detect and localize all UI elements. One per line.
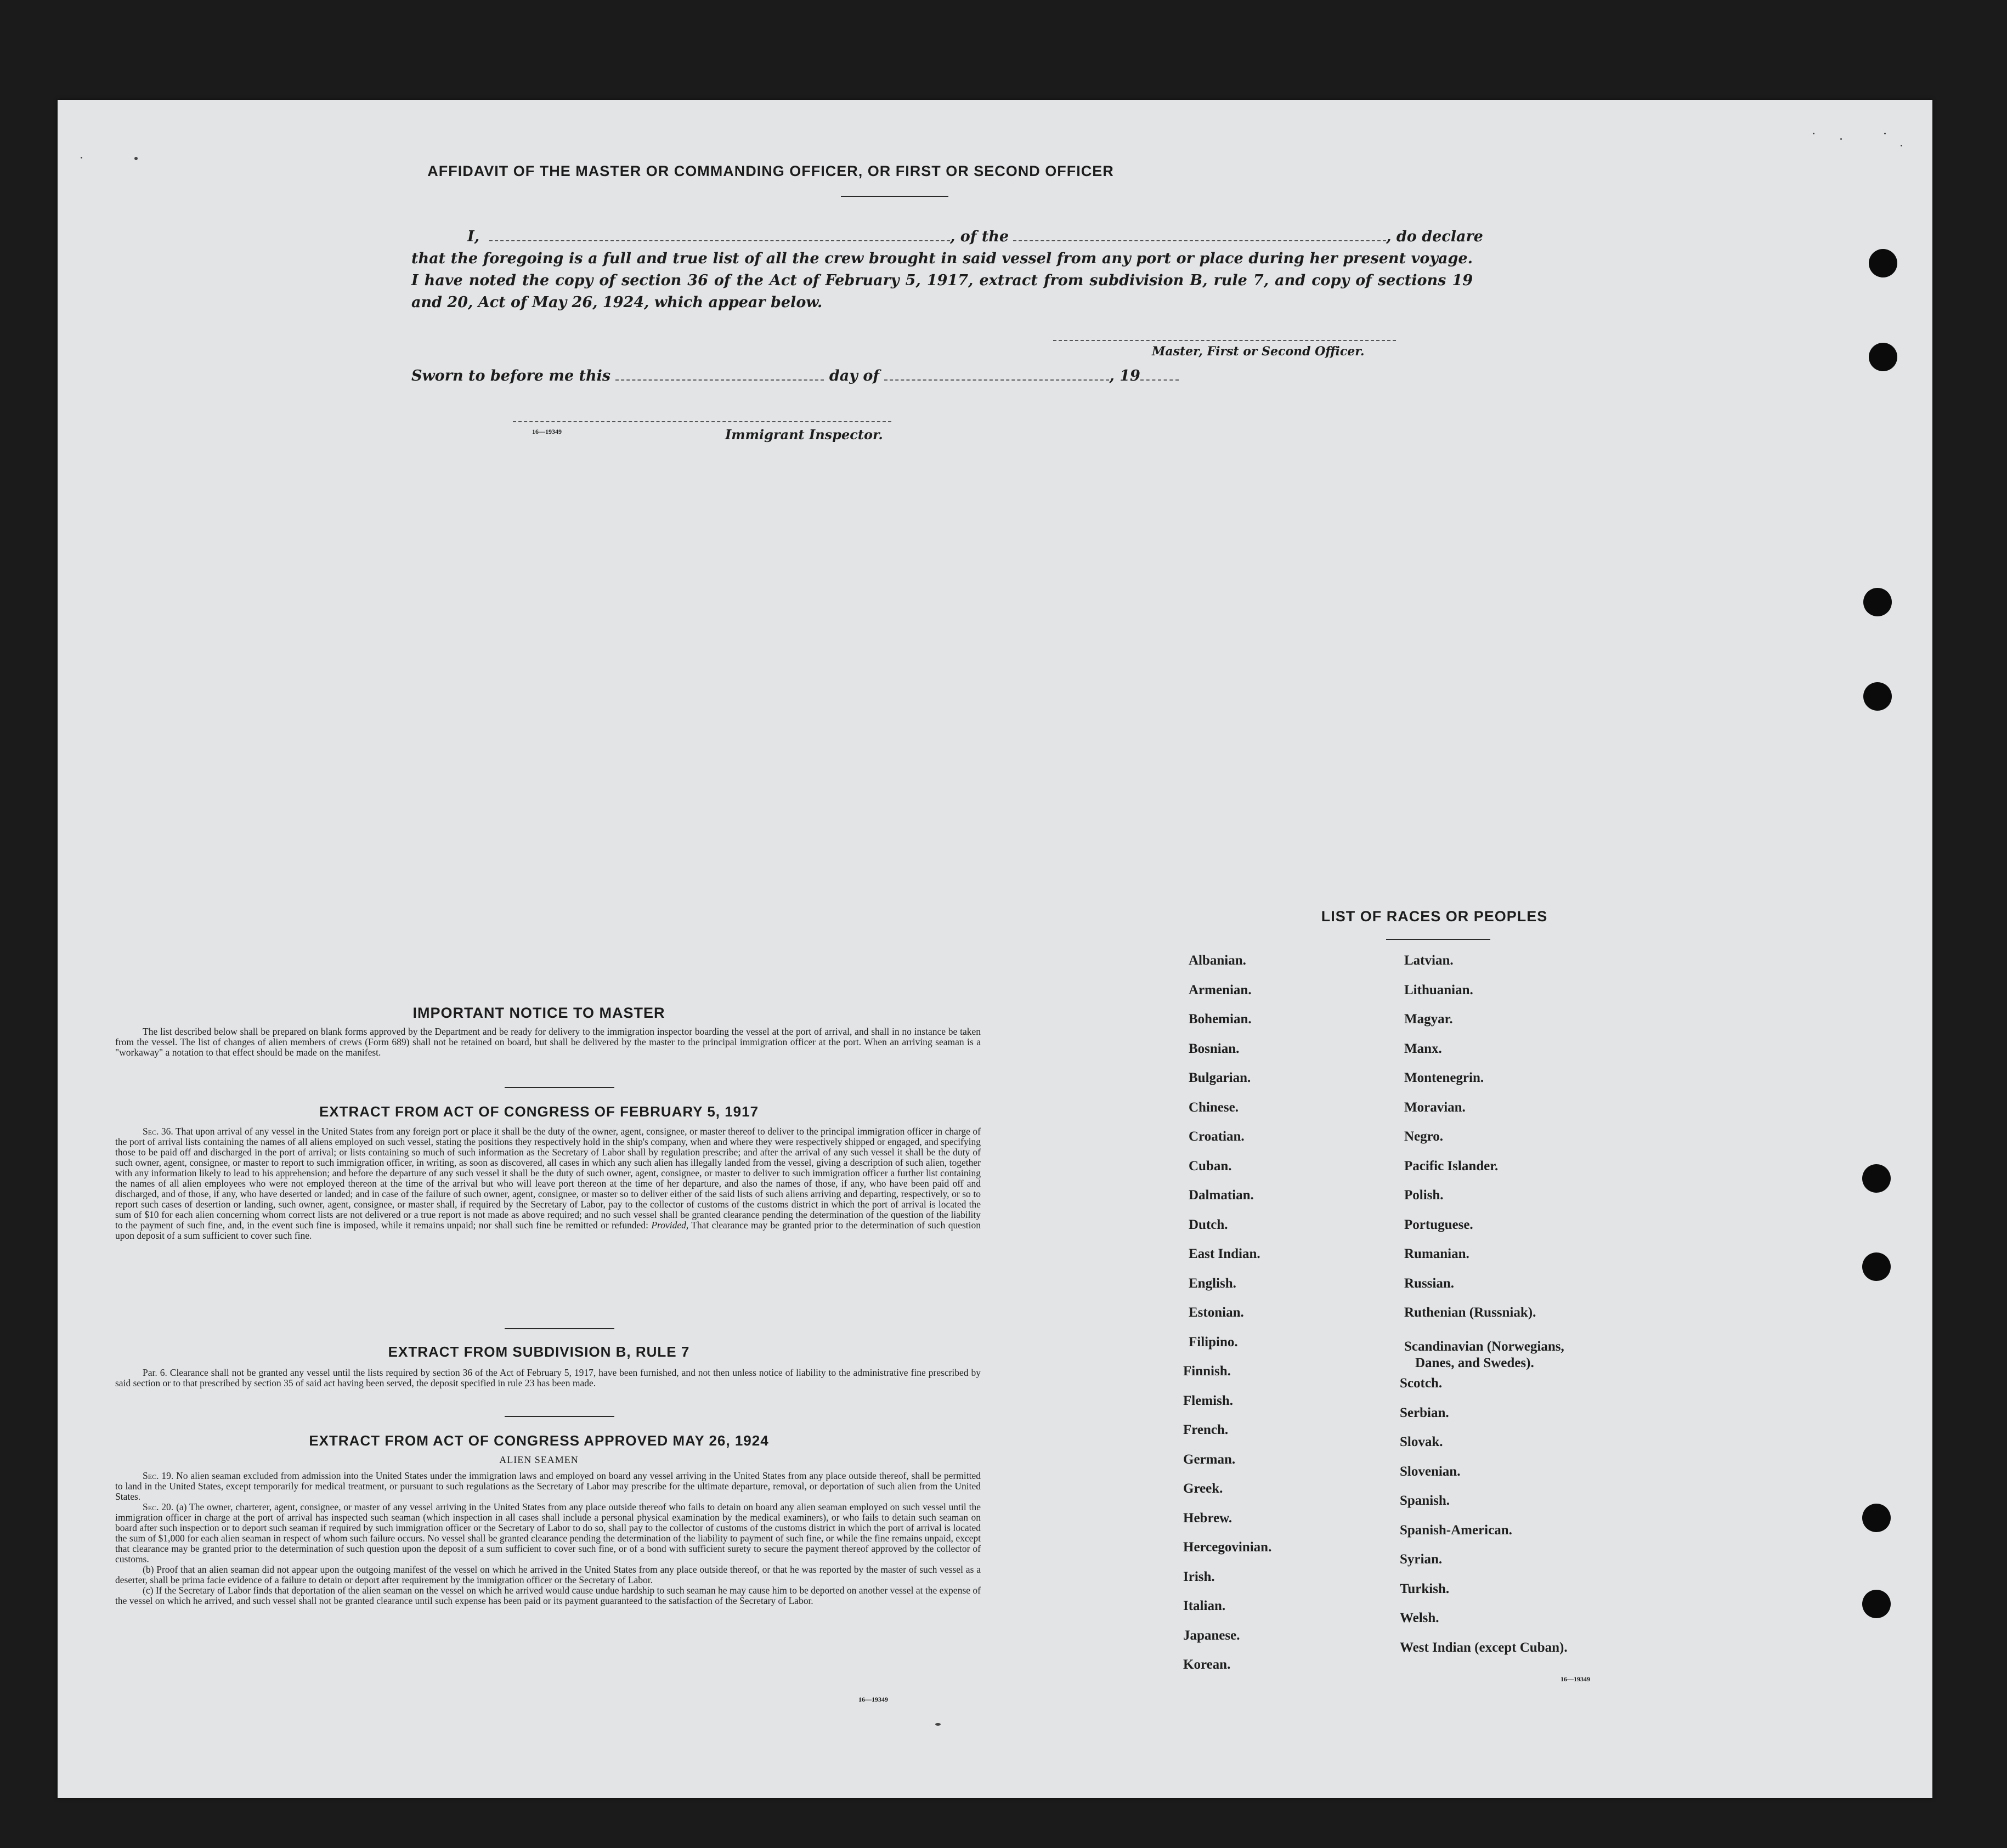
race-item: Chinese. <box>1189 1099 1239 1115</box>
race-item: Hercegovinian. <box>1183 1540 1272 1555</box>
affidavit-i-label: I, <box>467 228 480 245</box>
punch-hole <box>1862 1504 1891 1532</box>
form-number: 16—19349 <box>858 1696 888 1703</box>
form-number: 16—19349 <box>1561 1675 1590 1683</box>
act1917-title: EXTRACT FROM ACT OF CONGRESS OF FEBRUARY 5, 1917 <box>319 1103 759 1120</box>
speck <box>1840 138 1842 140</box>
rule7-body: Par. 6. Clearance shall not be granted any vessel until the lists required by section 36 of the Act of February 5, 1917, have been furnished, and not then unless notice of liability to the administrative fine prescribed by said section or to that prescribed by section 35 of said act having been served, the deposit specified in rule 23 has been made. <box>115 1367 981 1388</box>
race-item: Hebrew. <box>1183 1510 1233 1526</box>
race-item: Bulgarian. <box>1189 1070 1251 1085</box>
race-item: Rumanian. <box>1404 1246 1469 1261</box>
race-item: Flemish. <box>1183 1393 1233 1408</box>
sworn-line <box>411 367 1179 384</box>
day-of-label: day of <box>829 367 879 384</box>
sworn-label: Sworn to before me this <box>411 367 611 384</box>
act1924-title: EXTRACT FROM ACT OF CONGRESS APPROVED MAY 26, 1924 <box>309 1432 769 1449</box>
race-item: Korean. <box>1183 1657 1231 1672</box>
speck <box>134 157 138 160</box>
race-item: Moravian. <box>1404 1099 1466 1115</box>
affidavit-declare-label: , do declare <box>1386 228 1483 245</box>
divider <box>505 1328 614 1329</box>
sec19-body: No alien seaman excluded from admission into the United States under the immigration laws and employed on board any vessel arriving in the United States from any place outside thereof, shall be permitted to land in the United States, except temporarily for medical treatment, or pursuant to such regulations as the Secretary of Labor may prescribe for the ultimate departure, removal, or deportation of such alien from the United States. <box>115 1470 981 1502</box>
punch-hole <box>1863 588 1892 616</box>
sec20a-body: (a) The owner, charterer, agent, consignee, or master of any vessel arriving in the United States from any place outside thereof who fails to detain on board any alien seaman employed on such vessel until the immigration officer in charge at the port of arrival has inspected such seaman (which inspection in all cases shall include a personal physical examination by the medical examiners), or who fails to detain such seaman on board after such inspection or to deport such seaman if required by such immigration officer or the Secretary of Labor to do so, shall pay to the collector of customs of the customs district in which the port of arrival is located the sum of $1,000 for each alien seaman in respect of whom such failure occurs. No vessel shall be granted clearance pending the determination of the liability to payment of such fine, or while the fine remains unpaid, except that clearance may be granted prior to the determination of such question upon the deposit of a sum sufficient to cover such fine, or of a bond with sufficient surety to secure the payment thereof approved by the collector of customs. <box>115 1501 981 1564</box>
race-item: Syrian. <box>1400 1552 1443 1567</box>
affidavit-declaration <box>411 226 1483 314</box>
race-item: East Indian. <box>1189 1246 1260 1261</box>
race-item: French. <box>1183 1422 1229 1437</box>
punch-hole <box>1862 1590 1891 1618</box>
proviso-label: Provided, <box>651 1220 689 1231</box>
affidavit-body: that the foregoing is a full and true list of all the crew brought in said vessel from any port or place during her present voyage. I have noted the copy of section 36 of the Act of February 5, 1917, extract from subdivision B, rule 7, and copy of sections 19 and 20, Act of May 26, 1924, which appear below. <box>411 250 1473 311</box>
act1917-body: That upon arrival of any vessel in the United States from any foreign port or place it shall be the duty of the owner, agent, consignee, or master thereof to deliver to the principal immigration officer in charge of the port of arrival lists containing the names of all aliens employed on such vessel, stating the positions they respectively hold in the ship's company, when and where they were respectively shipped or engaged, and specifying those to be paid off and discharged in the port of arrival; or lists containing so much of such information as the Secretary of Labor shall by regulation prescribe; and after the arrival of any such vessel it shall be the duty of such owner, agent, consignee, or master to report to such immigration officer, in writing, as soon as discovered, all cases in which any such alien has illegally landed from the vessel, giving a description of such alien, together with any information likely to lead to his apprehension; and before the departure of any such vessel it shall be the duty of such owner, agent, consignee, or master to deliver to such immigration officer a further list containing the names of all alien employees who were not employed thereon at the time of the arrival but who will leave port thereon at the time of her departure, and also the names of those, if any, who have been paid off and discharged, and of those, if any, who have deserted or landed; and in case of the failure of such owner, agent, consignee, or master so to deliver either of the said lists of such aliens arriving and departing, respectively, or so to report such cases of desertion or landing, such owner, agent, consignee, or master shall, if required by the Secretary of Labor, pay to the collector of customs of the customs district in which the port of arrival is located the sum of $10 for each alien concerning whom correct lists are not delivered or a true report is not made as above required; and no such vessel shall be granted clearance pending the determination of the question of the liability to the payment of such fine, and, in the event such fine is imposed, while it remains unpaid; nor shall such fine be remitted or refunded: <box>115 1126 981 1231</box>
race-item: Polish. <box>1404 1188 1444 1203</box>
sec20b-body: (b) Proof that an alien seaman did not appear upon the outgoing manifest of the vessel on which he arrived in the United States from any place outside thereof, or that he was reported by the master of such vessel as a deserter, shall be prima facie evidence of a failure to detain or deport after requirement by the immigration officer or the Secretary of Labor. <box>115 1564 981 1585</box>
race-item: Russian. <box>1404 1276 1455 1291</box>
signature-label: Master, First or Second Officer. <box>1152 344 1365 359</box>
inspector-label: Immigrant Inspector. <box>725 427 883 443</box>
year-label: , 19 <box>1109 367 1140 384</box>
affidavit-of-the-label: , of the <box>950 228 1009 245</box>
race-item: Filipino. <box>1189 1334 1238 1350</box>
notice-title: IMPORTANT NOTICE TO MASTER <box>412 1005 665 1021</box>
divider <box>505 1416 614 1417</box>
race-item: Japanese. <box>1183 1628 1240 1643</box>
race-item: Negro. <box>1404 1129 1444 1144</box>
race-item: Montenegrin. <box>1404 1070 1484 1085</box>
race-item: Dalmatian. <box>1189 1188 1254 1203</box>
sec20c-body: (c) If the Secretary of Labor finds that deportation of the alien seaman on the vessel on which he arrived would cause undue hardship to such seaman he may cause him to be deported on another vessel at the expense of the vessel on which he arrived, and such vessel shall not be granted clearance until such expense has been paid or its payment guaranteed to the satisfaction of the Secretary of Labor. <box>115 1585 981 1606</box>
race-item: Lithuanian. <box>1404 982 1473 997</box>
race-item: West Indian (except Cuban). <box>1400 1640 1568 1655</box>
affidavit-title: AFFIDAVIT OF THE MASTER OR COMMANDING OFFICER, OR FIRST OR SECOND OFFICER <box>427 163 1114 179</box>
race-item: Spanish-American. <box>1400 1522 1512 1538</box>
races-title: LIST OF RACES OR PEOPLES <box>1321 908 1548 925</box>
signature-line[interactable] <box>1053 340 1396 341</box>
sworn-day-blank[interactable] <box>615 379 824 381</box>
race-item: Greek. <box>1183 1481 1223 1496</box>
divider <box>841 196 948 197</box>
punch-hole <box>1863 682 1892 711</box>
race-item: Irish. <box>1183 1569 1215 1584</box>
speck <box>81 157 82 158</box>
race-item: Estonian. <box>1189 1305 1244 1320</box>
punch-hole <box>1862 1252 1891 1281</box>
race-item: Croatian. <box>1189 1129 1245 1144</box>
race-item: Bohemian. <box>1189 1012 1252 1027</box>
race-item: Serbian. <box>1400 1405 1449 1420</box>
divider <box>1386 939 1490 940</box>
speck <box>935 1723 941 1726</box>
punch-hole <box>1862 1164 1891 1193</box>
race-item: Italian. <box>1183 1598 1226 1613</box>
race-item: Slovenian. <box>1400 1464 1461 1479</box>
race-item: Magyar. <box>1404 1012 1453 1027</box>
race-item: German. <box>1183 1452 1236 1467</box>
act1924-subtitle: ALIEN SEAMEN <box>499 1454 579 1465</box>
speck <box>1901 145 1902 146</box>
divider <box>505 1087 614 1088</box>
sec36-label: Sec. 36. <box>143 1126 173 1137</box>
race-item: Portuguese. <box>1404 1217 1473 1232</box>
act1917-proviso: That clearance may be granted prior to the determination of such question upon deposit of a sum sufficient to cover such fine. <box>115 1220 981 1241</box>
sworn-year-blank[interactable] <box>1140 379 1179 381</box>
race-item: Finnish. <box>1183 1364 1231 1379</box>
race-item: Spanish. <box>1400 1493 1450 1508</box>
sec20-label: Sec. 20. <box>143 1501 174 1512</box>
punch-hole <box>1869 343 1897 371</box>
race-item: Scotch. <box>1400 1376 1443 1391</box>
rule7-title: EXTRACT FROM SUBDIVISION B, RULE 7 <box>388 1344 690 1360</box>
document-page <box>58 100 1932 1798</box>
race-item: Danes, and Swedes). <box>1415 1355 1534 1370</box>
race-item: Armenian. <box>1189 982 1252 997</box>
punch-hole <box>1869 249 1897 277</box>
form-number: 16—19349 <box>532 428 562 435</box>
race-item: English. <box>1189 1276 1236 1291</box>
speck <box>1884 133 1886 134</box>
race-item: Latvian. <box>1404 953 1454 968</box>
notice-body: The list described below shall be prepared on blank forms approved by the Department and be ready for delivery to the immigration inspector boarding the vessel at the port of arrival, and shall in no instance be taken from the vessel. The list of changes of alien members of crews (Form 689) shall not be retained on board, but shall be delivered by the master to the principal immigration officer at the port. When an arriving seaman is a "workaway" a notation to that effect should be made on the manifest. <box>115 1026 981 1058</box>
act1917-body-block <box>115 1126 981 1241</box>
sworn-month-blank[interactable] <box>884 379 1109 381</box>
act1924-body-block <box>115 1471 981 1606</box>
race-item: Ruthenian (Russniak). <box>1404 1305 1536 1320</box>
inspector-signature-line[interactable] <box>513 421 891 422</box>
vessel-blank[interactable] <box>1013 240 1386 241</box>
race-item: Turkish. <box>1400 1581 1450 1596</box>
race-item: Cuban. <box>1189 1158 1232 1174</box>
race-item: Pacific Islander. <box>1404 1158 1499 1174</box>
race-item: Albanian. <box>1189 953 1246 968</box>
name-blank[interactable] <box>489 240 950 241</box>
race-item: Dutch. <box>1189 1217 1228 1232</box>
sec19-label: Sec. 19. <box>143 1470 174 1481</box>
race-item: Manx. <box>1404 1041 1442 1056</box>
race-item: Scandinavian (Norwegians, <box>1404 1339 1564 1354</box>
race-item: Bosnian. <box>1189 1041 1240 1056</box>
race-item: Welsh. <box>1400 1611 1439 1625</box>
speck <box>1813 133 1814 134</box>
race-item: Slovak. <box>1400 1435 1443 1449</box>
